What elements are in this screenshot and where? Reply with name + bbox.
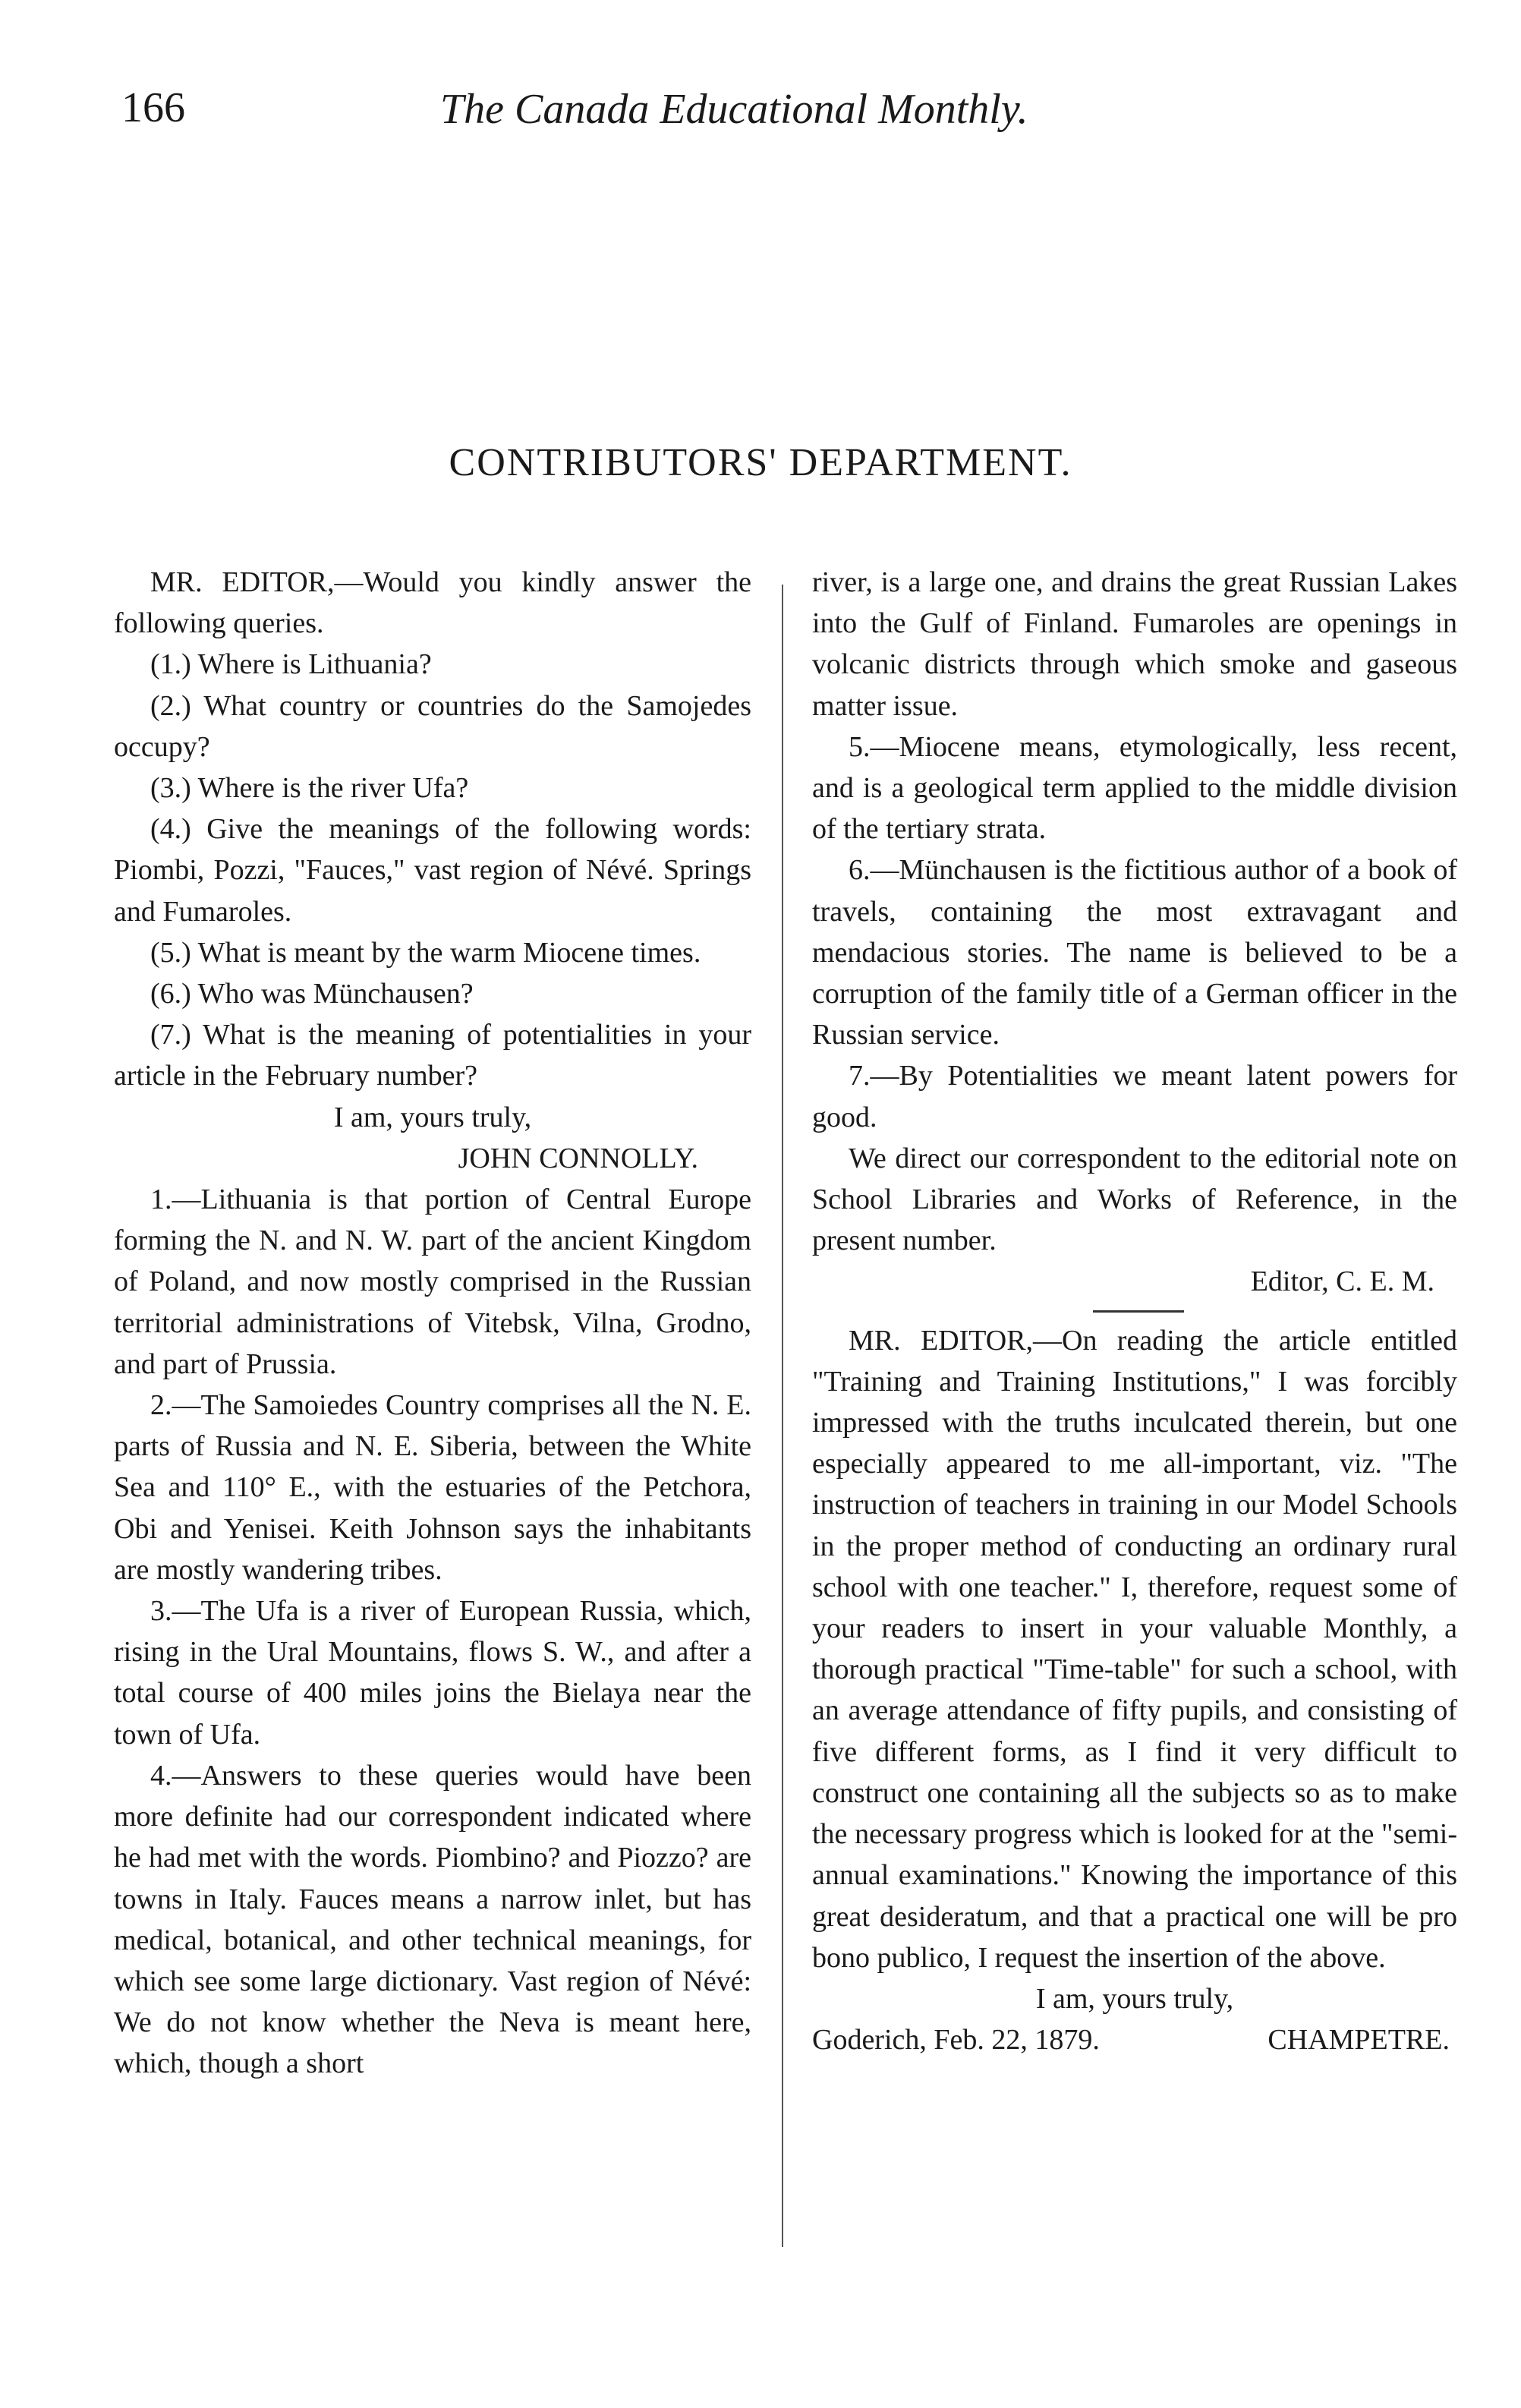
answer-7: 7.—By Potentialities we meant latent powers for good. [812,1060,1457,1133]
query-4: (4.) Give the meanings of the following words: Piombi, Pozzi, "Fauces," vast region of Névé. Springs and Fumaroles. [114,813,751,928]
editor-signature: Editor, C. E. M. [1250,1265,1434,1298]
section-rule [1093,1310,1184,1313]
query-1: (1.) Where is Lithuania? [150,648,432,681]
letter1-opening: MR. EDITOR,—Would you kindly answer the following queries. [114,566,751,640]
left-column [114,562,751,2085]
answer-4-continued: river, is a large one, and drains the great Russian Lakes into the Gulf of Finland. Fumaroles are openings in volcanic districts through which smoke and gaseous matter issue. [812,566,1457,722]
query-5: (5.) What is meant by the warm Miocene times. [150,936,701,969]
right-column [812,562,1457,2060]
query-7: (7.) What is the meaning of potentialities in your article in the February number? [114,1019,751,1092]
page-number: 166 [121,84,185,131]
journal-title: The Canada Educational Monthly. [440,86,1028,133]
column-divider [782,585,783,2247]
answer-1: 1.—Lithuania is that portion of Central Europe forming the N. and N. W. part of the ancient Kingdom of Poland, and now mostly comprised in the Russian territorial administrations of Vitebsk, Vilna, Grodno, and part of Prussia. [114,1184,751,1380]
editor-note: We direct our correspondent to the editorial note on School Libraries and Works of Reference, in the present number. [812,1142,1457,1257]
letter2-dateline [812,2019,1457,2060]
answer-5: 5.—Miocene means, etymologically, less recent, and is a geological term applied to the middle division of the tertiary strata. [812,730,1457,846]
query-2: (2.) What country or countries do the Samojedes occupy? [114,689,751,763]
letter2-place-date: Goderich, Feb. 22, 1879. [812,2024,1100,2057]
query-6: (6.) Who was Münchausen? [150,978,474,1010]
letter2-body: MR. EDITOR,—On reading the article entitled "Training and Training Institutions," I was forcibly impressed with the truths inculcated therein, but one especially appeared to me all-important, viz. "The instruction of teachers in training in our Model Schools in the proper method of conducting an ordinary rural school with one teacher." I, therefore, request some of your readers to insert in your valuable Monthly, a thorough practical "Time-table" for such a school, with an average attendance of fifty pupils, and consisting of five different forms, as I find it very difficult to construct one containing all the subjects so as to make the necessary progress which is looked for at the "semi-annual examinations." Knowing the importance of this great desideratum, and that a practical one will be pro bono publico, I request the insertion of the above. [812,1324,1457,1974]
answer-6: 6.—Münchausen is the fictitious author of a book of travels, containing the most extravagant and mendacious stories. The name is believed to be a corruption of the family title of a German officer in the Russian service. [812,854,1457,1051]
answer-4: 4.—Answers to these queries would have been more definite had our correspondent indicated where he had met with the words. Piombino? and Piozzo? are towns in Italy. Fauces means a narrow inlet, but has medical, botanical, and other technical meanings, for which see some large dictionary. Vast region of Névé: We do not know whether the Neva is meant here, which, though a short [114,1759,751,2080]
query-3: (3.) Where is the river Ufa? [150,772,469,805]
department-title: CONTRIBUTORS' DEPARTMENT. [449,441,1072,484]
answer-3: 3.—The Ufa is a river of European Russia, which, rising in the Ural Mountains, flows S. W., and after a total course of 400 miles joins the Bielaya near the town of Ufa. [114,1595,751,1751]
answer-2: 2.—The Samoiedes Country comprises all the N. E. parts of Russia and N. E. Siberia, between the White Sea and 110° E., with the estuaries of the Petchora, Obi and Yenisei. Keith Johnson says the inhabitants are mostly wandering tribes. [114,1389,751,1586]
letter2-signature: CHAMPETRE. [1268,2024,1450,2057]
letter1-closing: I am, yours truly, [333,1101,532,1133]
letter1-signature: JOHN CONNOLLY. [458,1142,698,1174]
page-header [121,84,1412,144]
query-list [114,644,751,1096]
letter2-closing: I am, yours truly, [1035,1982,1234,2015]
